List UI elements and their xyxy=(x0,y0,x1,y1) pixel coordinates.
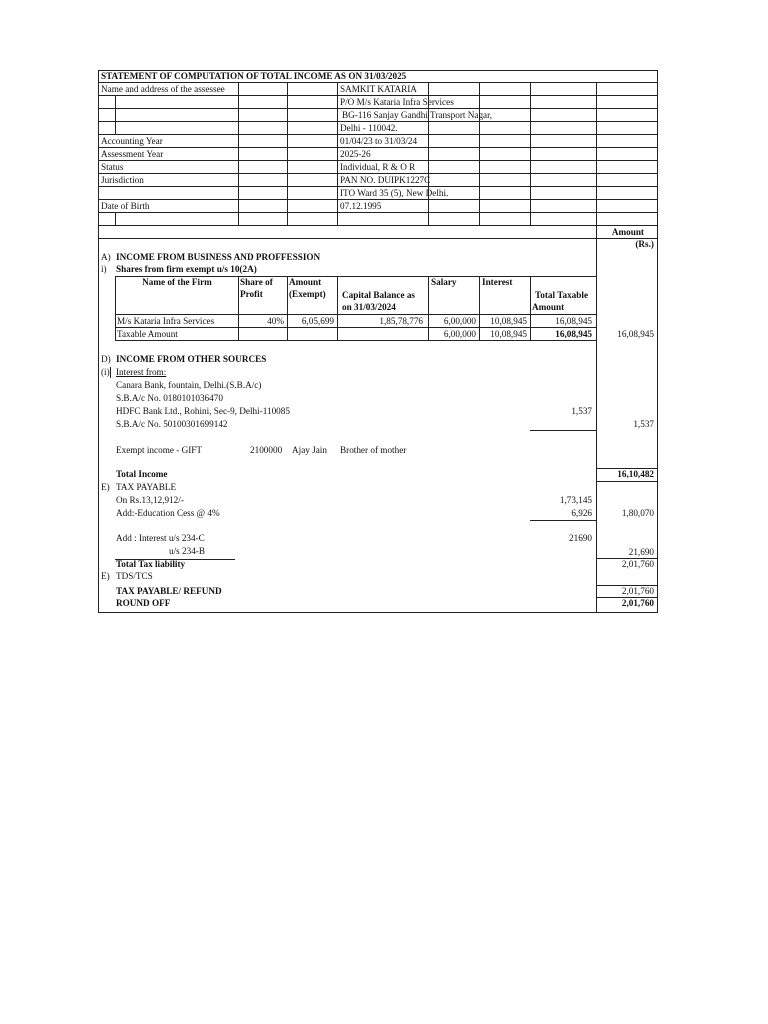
grid-line xyxy=(596,82,597,225)
gift-relation: Brother of mother xyxy=(340,445,407,455)
section-a-title: INCOME FROM BUSINESS AND PROFFESSION xyxy=(116,252,321,262)
address-line-2: BG-116 Sanjay Gandhi Transport Nagar, xyxy=(342,110,493,120)
firm-salary: 6,00,000 xyxy=(443,316,476,326)
grid-line xyxy=(337,82,338,225)
grid-line xyxy=(99,186,657,187)
bank-line-1: Canara Bank, fountain, Delhi.(S.B.A/c) xyxy=(116,380,262,390)
tax-prefix: E) xyxy=(101,482,110,492)
taxable-salary: 6,00,000 xyxy=(443,329,476,339)
section-d-title: INCOME FROM OTHER SOURCES xyxy=(116,354,267,364)
firm-amount-exempt: 6,05,699 xyxy=(301,316,334,326)
dob-label: Date of Birth xyxy=(101,201,150,211)
col-amount-1: Amount xyxy=(289,277,322,287)
grid-line xyxy=(99,199,657,200)
grid-line xyxy=(99,134,657,135)
assessee-name: SAMKIT KATARIA xyxy=(340,84,417,94)
interest-from-label: Interest from: xyxy=(116,367,167,377)
grid-line xyxy=(99,173,657,174)
col-total-1: Total Taxable xyxy=(535,290,589,300)
grid-line xyxy=(287,82,288,225)
grid-line xyxy=(479,82,480,225)
taxable-amount-label: Taxable Amount xyxy=(117,329,178,339)
underline xyxy=(530,520,596,521)
grid-line xyxy=(115,327,596,328)
interest-amount: 1,537 xyxy=(571,406,592,416)
grid-line xyxy=(115,340,596,341)
grid-line xyxy=(115,95,116,134)
taxable-total: 16,08,945 xyxy=(555,329,592,339)
underline xyxy=(530,430,596,431)
firm-share: 40% xyxy=(267,316,284,326)
bank-line-3: HDFC Bank Ltd., Rohini, Sec-9, Delhi-110085 xyxy=(116,406,290,416)
interest-234c-amount: 21690 xyxy=(569,533,592,543)
section-a-amount: 16,08,945 xyxy=(617,329,654,339)
section-a-sub-title: Shares from firm exempt u/s 10(2A) xyxy=(116,264,257,274)
tax-subtotal: 1,80,070 xyxy=(621,508,654,518)
section-d-prefix: D) xyxy=(101,354,111,364)
firm-interest: 10,08,945 xyxy=(490,316,527,326)
grid-line xyxy=(99,147,657,148)
tax-payable-title: TAX PAYABLE xyxy=(116,482,177,492)
grid-line xyxy=(115,314,596,315)
tax-payable-refund-amount: 2,01,760 xyxy=(621,586,654,596)
section-a-sub-prefix: i) xyxy=(101,264,107,274)
firm-capital-balance: 1,85,78,776 xyxy=(379,316,423,326)
underline xyxy=(115,559,235,560)
bank-line-4: S.B.A/c No. 50100301699142 xyxy=(116,419,228,429)
grid-line xyxy=(337,276,338,340)
section-d-amount: 1,537 xyxy=(633,419,654,429)
grid-line xyxy=(238,276,239,340)
taxable-interest: 10,08,945 xyxy=(490,329,527,339)
tax-on-amount: 1,73,145 xyxy=(559,495,592,505)
col-salary: Salary xyxy=(431,277,457,287)
total-income-amount: 16,10,482 xyxy=(617,469,654,479)
address-line-1: P/O M/s Kataria Infra Services xyxy=(340,97,454,107)
firm-name: M/s Kataria Infra Services xyxy=(117,316,215,326)
grid-line xyxy=(99,212,657,213)
tax-liability-amount: 2,01,760 xyxy=(621,559,654,569)
grid-line xyxy=(99,160,657,161)
tax-payable-refund-label: TAX PAYABLE/ REFUND xyxy=(116,586,222,596)
name-label: Name and address of the assessee xyxy=(101,84,225,94)
jurisdiction-label: Jurisdiction xyxy=(101,175,144,185)
grid-line xyxy=(99,95,657,96)
section-a-prefix: A) xyxy=(101,252,111,262)
col-total-2: Amount xyxy=(532,302,565,312)
pan-number: PAN NO. DUIPK1227C xyxy=(340,175,431,185)
section-d-sub-prefix: (i) xyxy=(101,367,110,377)
gift-label: Exempt income - GIFT xyxy=(116,445,202,455)
col-share-1: Share of xyxy=(240,277,273,287)
ito-ward: ITO Ward 35 (5), New Delhi. xyxy=(340,188,449,198)
grid-line xyxy=(99,82,657,83)
grid-line xyxy=(110,367,111,378)
amount-column-header: Amount xyxy=(611,227,644,237)
cess-label: Add:-Education Cess @ 4% xyxy=(116,508,220,518)
grid-line xyxy=(115,212,116,225)
status-label: Status xyxy=(101,162,124,172)
statement-title: STATEMENT OF COMPUTATION OF TOTAL INCOME AS ON 31/03/2025 xyxy=(101,71,407,81)
round-off-label: ROUND OFF xyxy=(116,598,171,608)
amount-unit: (Rs.) xyxy=(635,239,654,249)
status-value: Individual, R & O R xyxy=(340,162,416,172)
interest-234c-label: Add : Interest u/s 234-C xyxy=(116,533,205,543)
grid-line xyxy=(99,121,657,122)
col-capital-1: Capital Balance as xyxy=(342,290,415,300)
cess-amount: 6,926 xyxy=(571,508,592,518)
col-firm-name: Name of the Firm xyxy=(142,277,212,287)
accounting-year: 01/04/23 to 31/03/24 xyxy=(340,136,418,146)
grid-line xyxy=(99,108,657,109)
tax-on-label: On Rs.13,12,912/- xyxy=(116,495,184,505)
firm-total: 16,08,945 xyxy=(555,316,592,326)
total-income-label: Total Income xyxy=(116,469,168,479)
grid-line xyxy=(287,276,288,340)
assessment-year-label: Assessment Year xyxy=(101,149,164,159)
tax-liability-label: Total Tax liability xyxy=(116,559,186,569)
round-off-amount: 2,01,760 xyxy=(621,598,654,608)
gift-amount: 2100000 xyxy=(250,445,283,455)
underline xyxy=(596,481,657,482)
grid-line xyxy=(596,225,597,613)
col-share-2: Profit xyxy=(240,289,263,299)
computation-sheet xyxy=(98,70,658,613)
accounting-year-label: Accounting Year xyxy=(101,136,163,146)
assessment-year: 2025-26 xyxy=(340,149,371,159)
interest-total: 21,690 xyxy=(628,547,654,557)
tds-label: TDS/TCS xyxy=(116,571,153,581)
col-interest: Interest xyxy=(482,277,513,287)
tds-prefix: E) xyxy=(101,571,110,581)
interest-234b-label: u/s 234-B xyxy=(169,546,205,556)
col-amount-2: (Exempt) xyxy=(289,289,326,299)
col-capital-2: on 31/03/2024 xyxy=(342,302,396,312)
gift-from: Ajay Jain xyxy=(292,445,327,455)
address-line-3: Delhi - 110042. xyxy=(340,123,398,133)
grid-line xyxy=(99,225,657,226)
bank-line-2: S.B.A/c No. 0180101036470 xyxy=(116,393,223,403)
grid-line xyxy=(530,82,531,225)
grid-line xyxy=(238,82,239,225)
grid-line xyxy=(99,238,657,239)
date-of-birth: 07.12.1995 xyxy=(340,201,382,211)
